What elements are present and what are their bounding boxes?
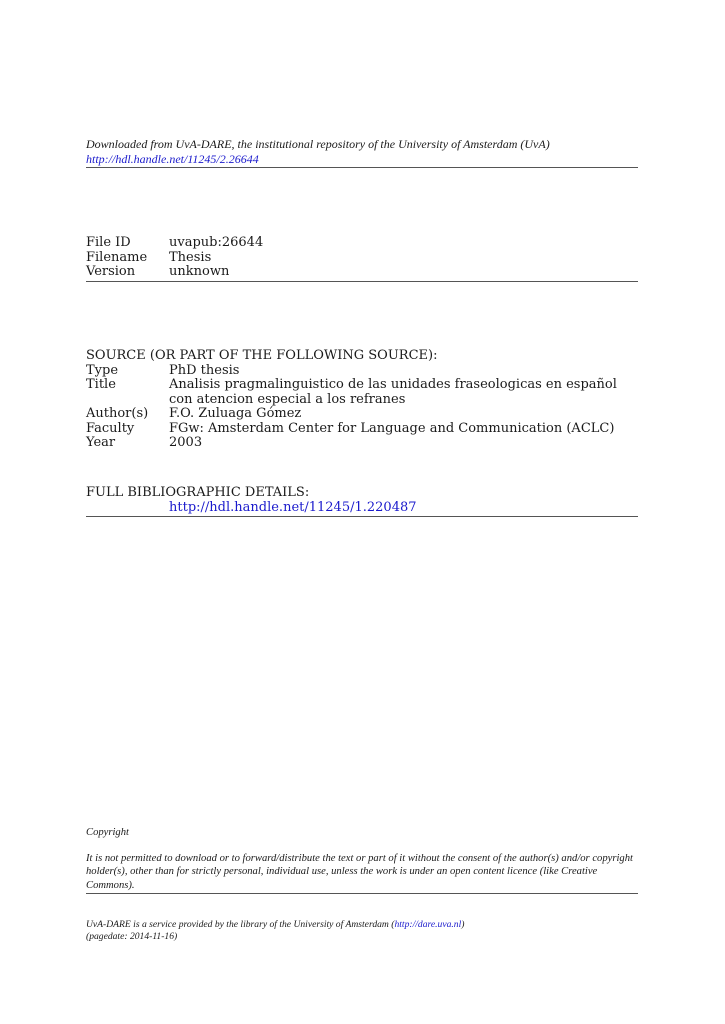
file-info-row — [86, 236, 638, 251]
bibliographic-divider — [86, 516, 638, 517]
bibliographic-heading: FULL BIBLIOGRAPHIC DETAILS: — [86, 485, 310, 500]
file-info-row — [86, 251, 638, 266]
source-row — [86, 364, 638, 379]
filename-label: Filename — [86, 249, 148, 265]
type-value: PhD thesis — [169, 362, 240, 378]
footer-service-text: UvA-DARE is a service provided by the library of the University of Amsterdam ( — [86, 919, 395, 930]
title-value: Analisis pragmalinguistico de las unidades fraseologicas en español con atencion especial a los refranes — [169, 377, 617, 407]
footer-dare-link[interactable]: http://dare.uva.nl — [394, 919, 462, 930]
source-section — [86, 349, 638, 451]
type-label: Type — [86, 362, 119, 378]
header-divider — [86, 167, 638, 168]
source-heading: SOURCE (OR PART OF THE FOLLOWING SOURCE): — [86, 348, 438, 363]
faculty-value: FGw: Amsterdam Center for Language and Communication (ACLC) — [169, 420, 615, 436]
author-value: F.O. Zuluaga Gómez — [169, 406, 302, 421]
copyright-text: It is not permitted to download or to forward/distribute the text or part of it without the consent of the author(s) and/or copyright holder(s), other than for strictly personal, individual use, unless the work is under an open content licence (like Creative Commons). — [86, 852, 633, 891]
bibliographic-section — [86, 486, 638, 515]
bibliographic-handle-link[interactable]: http://hdl.handle.net/11245/1.220487 — [169, 499, 417, 515]
version-label: Version — [86, 264, 136, 279]
source-row — [86, 436, 638, 451]
file-id-label: File ID — [86, 235, 131, 250]
footer — [86, 919, 638, 943]
source-row — [86, 378, 638, 407]
copyright-section — [86, 826, 638, 892]
footer-close-paren: ) — [461, 919, 465, 930]
year-label: Year — [86, 435, 116, 450]
title-label: Title — [86, 377, 116, 392]
file-info-table — [86, 236, 638, 280]
faculty-label: Faculty — [86, 420, 135, 436]
download-header — [86, 137, 638, 167]
copyright-divider — [86, 893, 638, 894]
header-source-line: Downloaded from UvA-DARE, the institutional repository of the University of Amsterdam (UvA) — [86, 137, 550, 151]
author-label: Author(s) — [86, 406, 149, 421]
source-row — [86, 407, 638, 422]
footer-pagedate: (pagedate: 2014-11-16) — [86, 931, 178, 942]
file-info-divider — [86, 281, 638, 282]
version-value: unknown — [169, 264, 230, 279]
copyright-title: Copyright — [86, 827, 129, 838]
source-row — [86, 422, 638, 437]
year-value: 2003 — [169, 435, 203, 450]
header-handle-link[interactable]: http://hdl.handle.net/11245/2.26644 — [86, 152, 259, 166]
file-id-value: uvapub:26644 — [169, 235, 264, 250]
filename-value: Thesis — [169, 249, 212, 265]
file-info-row — [86, 265, 638, 280]
